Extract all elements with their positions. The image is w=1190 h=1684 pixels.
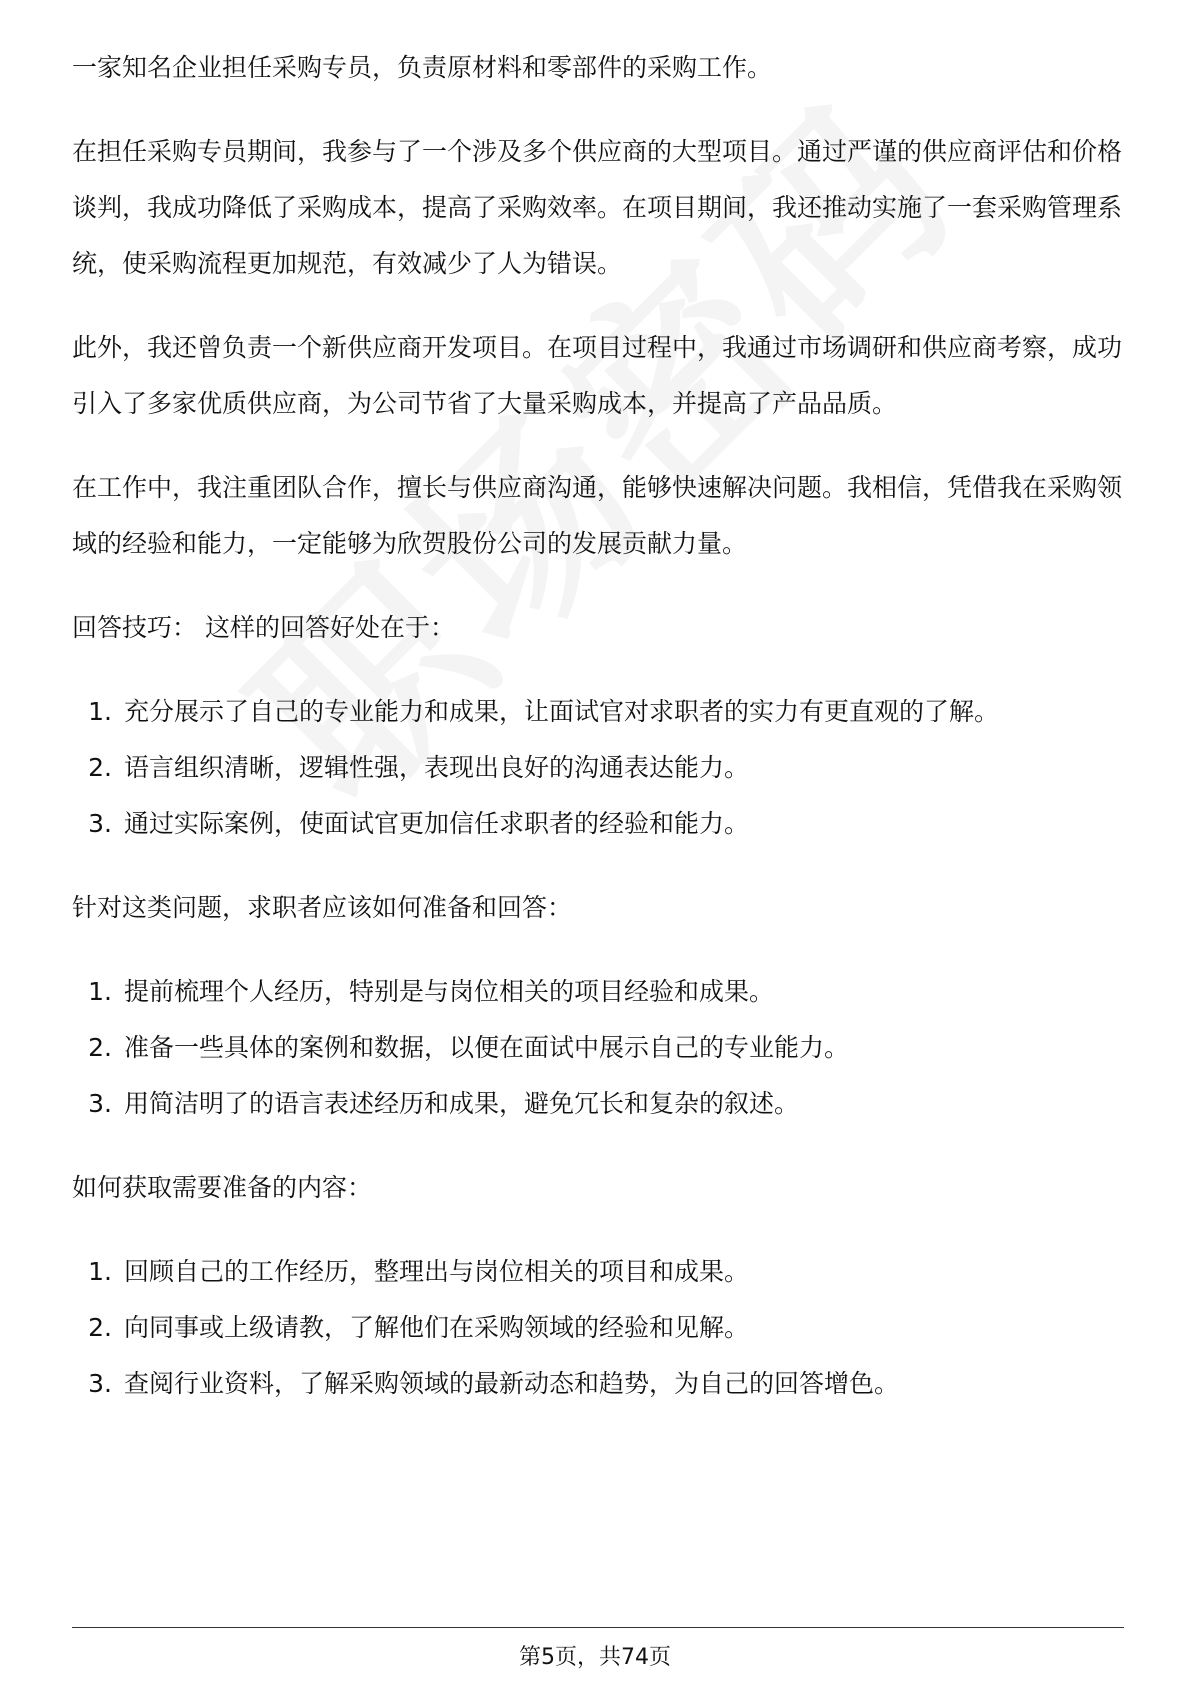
list-item xyxy=(72,964,1122,1020)
list-item xyxy=(72,684,1122,740)
prepare-heading: 针对这类问题，求职者应该如何准备和回答： xyxy=(72,893,573,922)
paragraph-intro: 一家知名企业担任采购专员，负责原材料和零部件的采购工作。 xyxy=(72,53,773,82)
document-body xyxy=(72,40,1122,1440)
list-number: 3. xyxy=(88,1369,112,1398)
list-text: 充分展示了自己的专业能力和成果，让面试官对求职者的实力有更直观的了解。 xyxy=(124,697,1000,726)
prepare-list xyxy=(72,964,1122,1132)
list-item xyxy=(72,1356,1122,1412)
list-number: 3. xyxy=(88,809,112,838)
list-item xyxy=(72,1020,1122,1076)
list-text: 通过实际案例，使面试官更加信任求职者的经验和能力。 xyxy=(124,809,750,838)
list-item xyxy=(72,1300,1122,1356)
paragraph-teamwork: 在工作中，我注重团队合作，擅长与供应商沟通，能够快速解决问题。我相信，凭借我在采购领域的经验和能力，一定能够为欣贺股份公司的发展贡献力量。 xyxy=(72,473,1123,558)
list-number: 1. xyxy=(88,1257,112,1286)
list-text: 准备一些具体的案例和数据，以便在面试中展示自己的专业能力。 xyxy=(124,1033,850,1062)
list-text: 用简洁明了的语言表述经历和成果，避免冗长和复杂的叙述。 xyxy=(124,1089,800,1118)
list-item xyxy=(72,796,1122,852)
list-number: 1. xyxy=(88,697,112,726)
list-item xyxy=(72,1076,1122,1132)
list-text: 向同事或上级请教，了解他们在采购领域的经验和见解。 xyxy=(124,1313,750,1342)
tips-heading: 回答技巧： 这样的回答好处在于： xyxy=(72,613,455,642)
list-text: 提前梳理个人经历，特别是与岗位相关的项目经验和成果。 xyxy=(124,977,775,1006)
list-number: 2. xyxy=(88,753,112,782)
footer-divider xyxy=(72,1627,1124,1628)
tips-list xyxy=(72,684,1122,852)
list-text: 语言组织清晰，逻辑性强，表现出良好的沟通表达能力。 xyxy=(124,753,750,782)
list-number: 1. xyxy=(88,977,112,1006)
list-item xyxy=(72,1244,1122,1300)
obtain-heading: 如何获取需要准备的内容： xyxy=(72,1173,373,1202)
list-number: 3. xyxy=(88,1089,112,1118)
page-number: 第5页，共74页 xyxy=(519,1645,671,1670)
list-text: 查阅行业资料，了解采购领域的最新动态和趋势，为自己的回答增色。 xyxy=(124,1369,900,1398)
paragraph-new-supplier: 此外，我还曾负责一个新供应商开发项目。在项目过程中，我通过市场调研和供应商考察，成功引入了多家优质供应商，为公司节省了大量采购成本，并提高了产品品质。 xyxy=(72,333,1123,418)
list-text: 回顾自己的工作经历，整理出与岗位相关的项目和成果。 xyxy=(124,1257,750,1286)
list-item xyxy=(72,740,1122,796)
list-number: 2. xyxy=(88,1033,112,1062)
paragraph-project: 在担任采购专员期间，我参与了一个涉及多个供应商的大型项目。通过严谨的供应商评估和价格谈判，我成功降低了采购成本，提高了采购效率。在项目期间，我还推动实施了一套采购管理系统，使采购流程更加规范，有效减少了人为错误。 xyxy=(72,137,1123,278)
obtain-list xyxy=(72,1244,1122,1412)
list-number: 2. xyxy=(88,1313,112,1342)
